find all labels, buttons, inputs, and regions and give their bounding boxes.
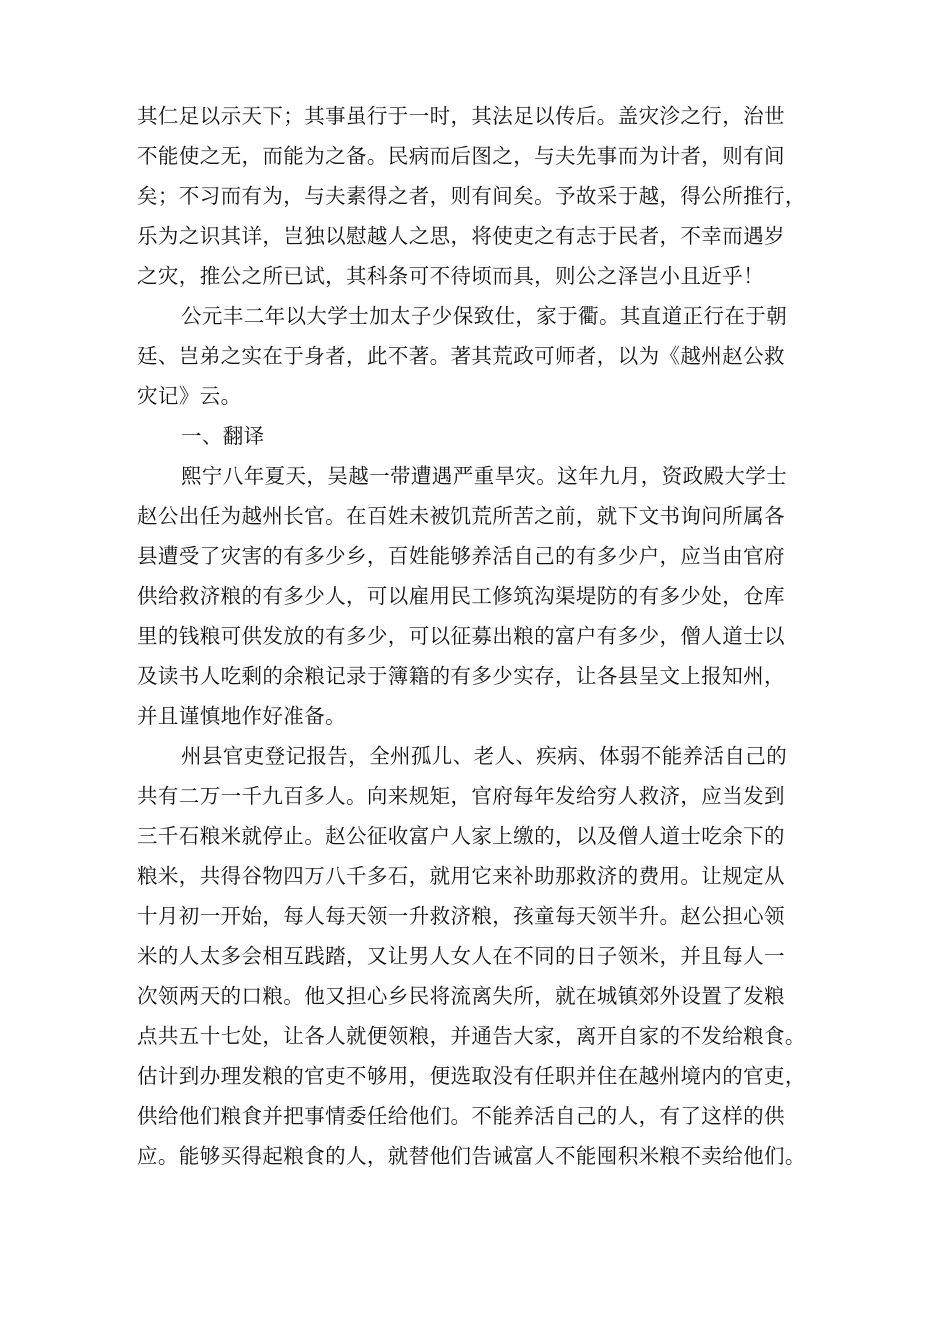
document-body [137,96,837,1176]
text-line: 应。能够买得起粮食的人，就替他们告诫富人不能囤积米粮不卖给他们。 [137,1144,806,1168]
text-line: 次领两天的口粮。他又担心乡民将流离失所，就在城镇郊外设置了发粮 [137,984,785,1008]
text-line: 粮米，共得谷物四万八千多石，就用它来补助那救济的费用。让规定从 [137,864,785,888]
paragraph-1 [137,96,837,296]
text-line: 米的人太多会相互践踏，又让男人女人在不同的日子领米，并且每人一 [137,944,785,968]
text-line: 供给他们粮食并把事情委任给他们。不能养活自己的人，有了这样的供 [137,1104,785,1128]
text-line: 之灾，推公之所已试，其科条可不待顷而具，则公之泽岂小且近乎！ [137,264,764,288]
text-line: 县遭受了灾害的有多少乡，百姓能够养活自己的有多少户，应当由官府 [137,544,785,568]
text-line: 里的钱粮可供发放的有多少，可以征募出粮的富户有多少，僧人道士以 [137,624,785,648]
text-line: 共有二万一千九百多人。向来规矩，官府每年发给穷人救济，应当发到 [137,784,785,808]
text-line: 矣；不习而有为，与夫素得之者，则有间矣。予故采于越，得公所推行， [137,184,806,208]
text-line: 三千石粮米就停止。赵公征收富户人家上缴的，以及僧人道士吃余下的 [137,824,785,848]
text-line: 及读书人吃剩的余粮记录于簿籍的有多少实存，让各县呈文上报知州， [137,664,785,688]
text-line: 廷、岂弟之实在于身者，此不著。著其荒政可师者，以为《越州赵公救 [137,344,785,368]
text-line: 其仁足以示天下；其事虽行于一时，其法足以传后。盖灾沴之行，治世 [137,104,785,128]
heading-text: 一、翻译 [181,424,265,448]
text-line: 估计到办理发粮的官吏不够用，便选取没有任职并住在越州境内的官吏， [137,1064,806,1088]
text-line: 灾记》云。 [137,384,242,408]
text-line: 公元丰二年以大学士加太子少保致仕，家于衢。其直道正行在于朝 [181,304,788,328]
text-line: 乐为之识其详，岂独以慰越人之思，将使吏之有志于民者，不幸而遇岁 [137,224,785,248]
text-line: 不能使之无，而能为之备。民病而后图之，与夫先事而为计者，则有间 [137,144,785,168]
text-line: 并且谨慎地作好准备。 [137,704,346,728]
text-line: 十月初一开始，每人每天领一升救济粮，孩童每天领半升。赵公担心领 [137,904,785,928]
section-heading [137,416,837,456]
paragraph-4 [137,736,837,1176]
text-line: 赵公出任为越州长官。在百姓未被饥荒所苦之前，就下文书询问所属各 [137,504,785,528]
paragraph-3 [137,456,837,736]
text-line: 熙宁八年夏天，吴越一带遭遇严重旱灾。这年九月，资政殿大学士 [181,464,788,488]
text-line: 点共五十七处，让各人就便领粮，并通告大家，离开自家的不发给粮食。 [137,1024,806,1048]
paragraph-2 [137,296,837,416]
text-line: 供给救济粮的有多少人，可以雇用民工修筑沟渠堤防的有多少处，仓库 [137,584,785,608]
text-line: 州县官吏登记报告，全州孤儿、老人、疾病、体弱不能养活自己的 [181,744,788,768]
